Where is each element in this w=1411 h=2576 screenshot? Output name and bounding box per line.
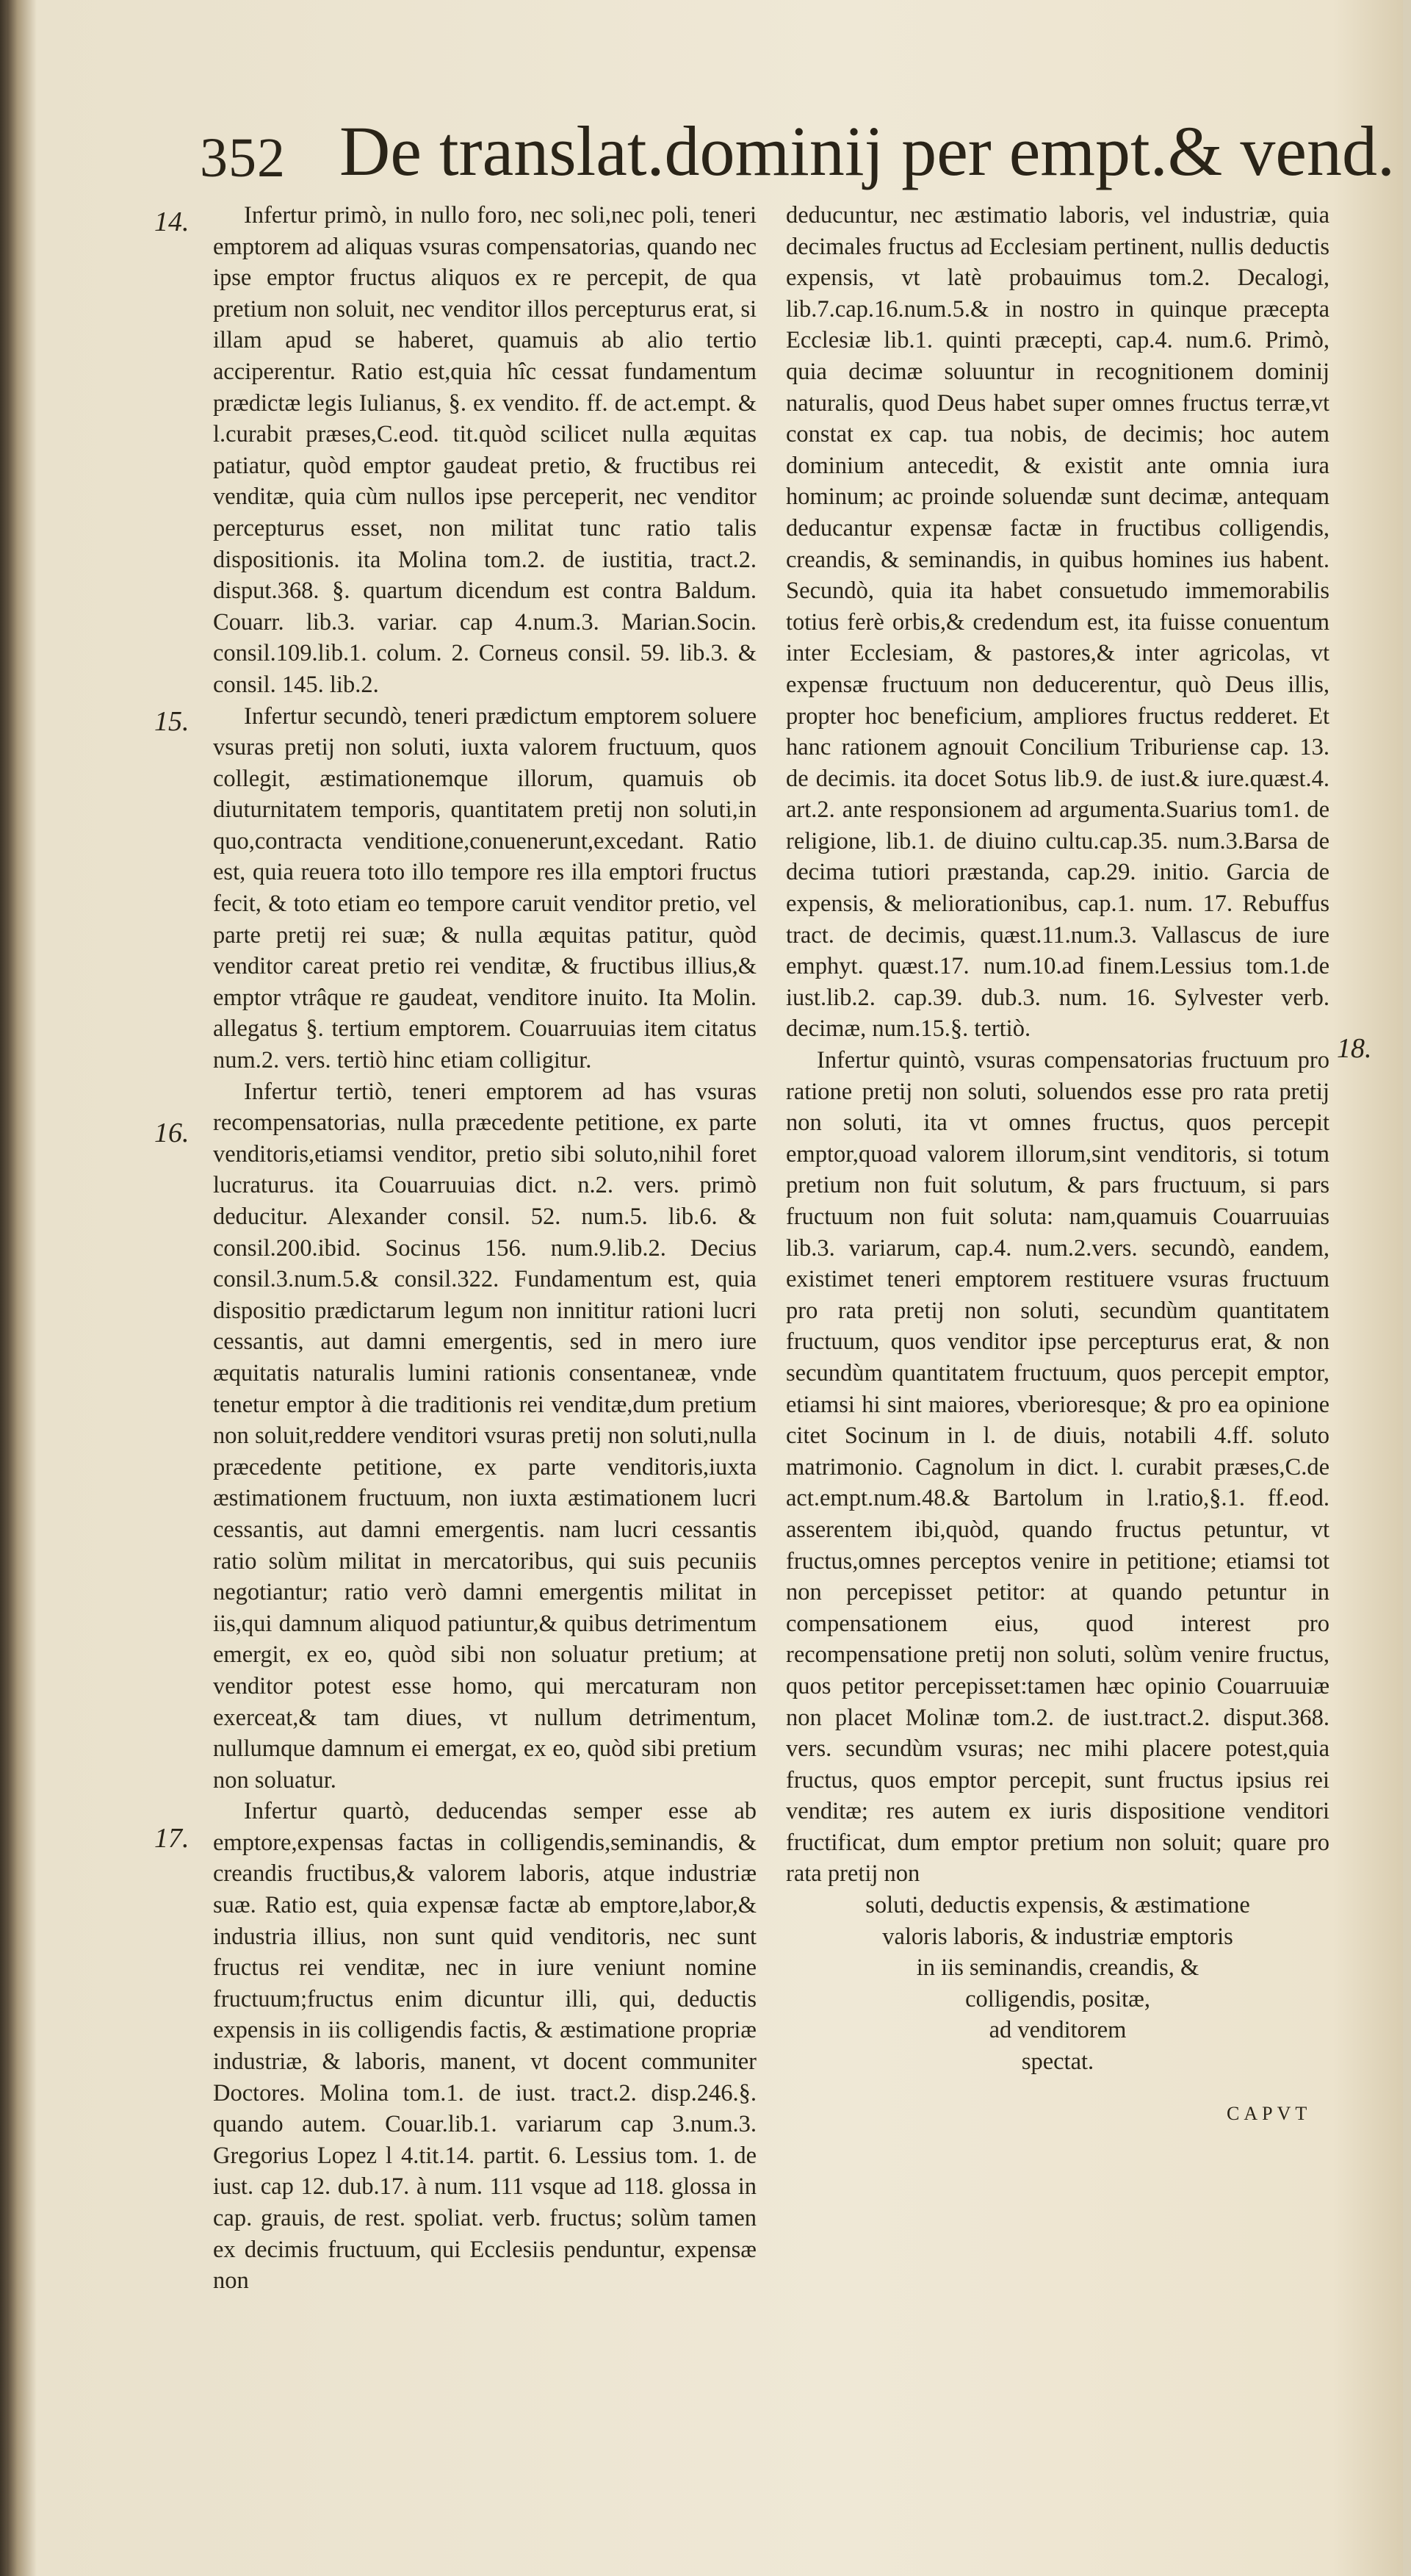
- paragraph-18-end-block: [786, 1890, 1329, 2078]
- margin-number-14: 14.: [154, 206, 190, 237]
- end-line: colligendis, positæ,: [965, 1985, 1150, 2012]
- catchword: CAPVT: [1227, 2103, 1312, 2124]
- margin-number-16: 16.: [154, 1118, 190, 1148]
- paragraph-16: Infertur tertiò, teneri emptorem ad has vsuras recompensatorias, nulla præcedente petitione, ex parte venditoris,etiamsi venditor, pretio sibi soluto,nihil foret lucraturus. ita Couarruuias dict. n.2. vers. primò deducitur. Alexander consil. 52. num.5. lib.6. & consil.200.ibid. Socinus 156. num.9.lib.2. Decius consil.3.num.5.& consil.322. Fundamentum est, quia dispositio prædictarum legum non innititur rationi lucri cessantis, aut damni emergentis, sed in mero iure æquitatis naturalis lumini rationis consentaneæ, vnde tenetur emptor à die traditionis rei venditæ,dum pretium non soluit,reddere venditori vsuras pretij non soluti,nulla præcedente petitione, ex parte venditoris,iuxta æstimationem fructuum, non iuxta æstimationem lucri cessantis, aut damni emergentis. nam lucri cessantis ratio solùm militat in mercatoribus, qui suis pecuniis negotiantur; ratio verò damni emergentis militat in iis,qui damnum aliquod patiuntur,& quibus detrimentum emergit, ex eo, quòd sibi non soluatur pretium; at venditor potest esse homo, qui mercaturam non exerceat,& tam diues, vt nullum detrimentum, nullumque damnum ei emergat, ex eo, quòd sibi pretium non soluatur.: [213, 1078, 757, 1794]
- page-number: 352: [200, 127, 286, 189]
- end-line: ad venditorem: [989, 2017, 1127, 2044]
- paragraph-17: Infertur quartò, deducendas semper esse ab emptore,expensas factas in colligendis,seminandis, & creandis fructibus,& valorem laboris, atque industriæ suæ. Ratio est, quia expensæ factæ ab emptore,labor,& industria illius, non sunt quid venditoris, nec sunt fructus rei venditæ, nec in iure veniunt nomine fructuum;fructus enim dicuntur illi, qui, deductis expensis in iis colligendis factis, & æstimatione propriæ industriæ, & laboris, manent, vt docent communiter Doctores. Molina tom.1. de iust. tract.2. disp.246.§. quando autem. Couar.lib.1. variarum cap 3.num.3. Gregorius Lopez l 4.tit.14. partit. 6. Lessius tom. 1. de iust. cap 12. dub.17. à num. 111 vsque ad 118. glossa in cap. grauis, de rest. spoliat. verb. fructus; solùm tamen ex decimis fructuum, qui Ecclesiis penduntur, expensæ non: [213, 1798, 757, 2295]
- paragraph-17-continued: deducuntur, nec æstimatio laboris, vel industriæ, quia decimales fructus ad Ecclesiam pertinent, nullis deductis expensis, vt latè probauimus tom.2. Decalogi, lib.7.cap.16.num.5.& in nostro in quinque præcepta Ecclesiæ lib.1. quinti præcepti, cap.4. num.6. Primò, quia decimæ soluuntur in recognitionem dominij naturalis, quod Deus habet super omnes fructus terræ,vt constat ex cap. tua nobis, de decimis; hoc autem dominium antecedit, & existit ante omnia iura hominum; ac proinde soluendæ sunt decimæ, antequam deducantur expensæ factæ in fructibus colligendis, creandis, & seminandis, in quibus homines ius habent. Secundò, quia ita habet consuetudo immemorabilis totius ferè orbis,& credendum est, ita fuisse conuentum inter Ecclesiam, & pastores,& inter agricolas, vt expensæ fructuum non deducerentur, quò Deus illis, propter hoc beneficium, ampliores fructus redderet. Et hanc rationem agnouit Concilium Triburiense cap. 13. de decimis. ita docet Sotus lib.9. de iust.& iure.quæst.4. art.2. ante responsionem ad argumenta.Suarius tom1. de religione, lib.1. de diuino cultu.cap.35. num.3.Barsa de decima tutiori præstanda, cap.29. initio. Garcia de expensis, & meliorationibus, cap.1. num. 17. Rebuffus tract. de decimis, quæst.11.num.3. Vallascus de iure emphyt. quæst.17. num.10.ad finem.Lessius tom.1.de iust.lib.2. cap.39. dub.3. num. 16. Sylvester verb. decimæ, num.15.§. tertiò.: [786, 202, 1329, 1043]
- paragraph-14: Infertur primò, in nullo foro, nec soli,nec poli, teneri emptorem ad aliquas vsuras compensatorias, quando nec ipse emptor fructus aliquos ex re percepit, de qua pretium non soluit, nec venditor illos percepturus erat, si illam apud se haberet, quamuis ab alio tertio acciperentur. Ratio est,quia hîc cessat fundamentum prædictæ legis Iulianus, §. ex vendito. ff. de act.empt. & l.curabit præses,C.eod. tit.quòd scilicet nulla æquitas patiatur, quòd emptor gaudeat pretio, & fructibus rei venditæ, quia cùm nullos ipse perceperit, nec venditor percepturus esset, non militat tunc ratio talis dispositionis. ita Molina tom.2. de iustitia, tract.2. disput.368. §. quartum dicendum est contra Baldum. Couarr. lib.3. variar. cap 4.num.3. Marian.Socin. consil.109.lib.1. colum. 2. Corneus consil. 59. lib.3. & consil. 145. lib.2.: [213, 202, 757, 698]
- end-line: soluti, deductis expensis, & æstimatione: [865, 1892, 1250, 1919]
- end-line: in iis seminandis, creandis, &: [916, 1954, 1199, 1982]
- end-line: valoris laboris, & industriæ emptoris: [882, 1923, 1233, 1950]
- right-column: [786, 200, 1329, 2078]
- margin-number-18: 18.: [1337, 1033, 1372, 1064]
- margin-number-15: 15.: [154, 706, 190, 737]
- paragraph-18: Infertur quintò, vsuras compensatorias fructuum pro ratione pretij non soluti, soluendos esse pro rata pretij non soluti, ita vt omnes fructus, quos percepit emptor,quoad valorem illorum,sint venditoris, si totum pretium non fuit solutum, & pars fructuum, si pars fructuum non fuit soluta: nam,quamuis Couarruuias lib.3. variarum, cap.4. num.2.vers. secundò, eandem, existimet teneri emptorem restituere vsuras fructuum pro rata pretij non soluti, secundùm quantitatem fructuum, quos venditor ipse percepturus erat, & non secundùm quantitatem fructuum, quos percepit emptor, etiamsi hi sint maiores, vberioresque; & pro ea opinione citet Socinum in l. de diuis, notabili 4.ff. soluto matrimonio. Cagnolum in dict. l. curabit præses,C.de act.empt.num.48.& Bartolum in l.ratio,§.1. ff.eod. asserentem ibi,quòd, quando fructus petuntur, vt fructus,omnes perceptos venire in petitione; etiamsi tot non percepisset petitor: at quando petuntur in compensationem eius, quod interest pro recompensatione pretij non soluti, solùm venire fructus, quos petitor percepisset:tamen hæc opinio Couarruuiæ non placet Molinæ tom.2. de iust.tract.2. disput.368. vers. secundùm vsuras; nec mihi placere potest,quia fructus, quos emptor percepit, sunt fructus ipsius rei venditæ; res autem ex iuris dispositione venditori fructificat, dum emptor pretium non soluit; quare pro rata pretij non: [786, 1047, 1329, 1888]
- running-title: De translat.dominij per empt.& vend.: [339, 112, 1395, 190]
- running-header: [200, 110, 1395, 198]
- margin-number-17: 17.: [154, 1823, 190, 1854]
- paragraph-15: Infertur secundò, teneri prædictum emptorem soluere vsuras pretij non soluti, iuxta valorem fructuum, quos collegit, æstimationemque illorum, quamuis ob diuturnitatem temporis, quantitatem pretij non soluti,in quo,contracta venditione,conuenerunt,excedant. Ratio est, quia reuera toto illo tempore res illa emptori fructus fecit, & toto etiam eo tempore caruit venditor pretio, vel parte pretij rei suæ; & nulla æquitas patitur, quòd venditor careat pretio rei venditæ, & fructibus illius,& emptor vtrâque re gaudeat, venditore inuito. Ita Molin. allegatus §. tertium emptorem. Couarruuias item citatus num.2. vers. tertiò hinc etiam colligitur.: [213, 702, 757, 1074]
- left-column: [213, 200, 757, 2297]
- end-line: spectat.: [1021, 2048, 1094, 2076]
- book-page: [7, 0, 1403, 2576]
